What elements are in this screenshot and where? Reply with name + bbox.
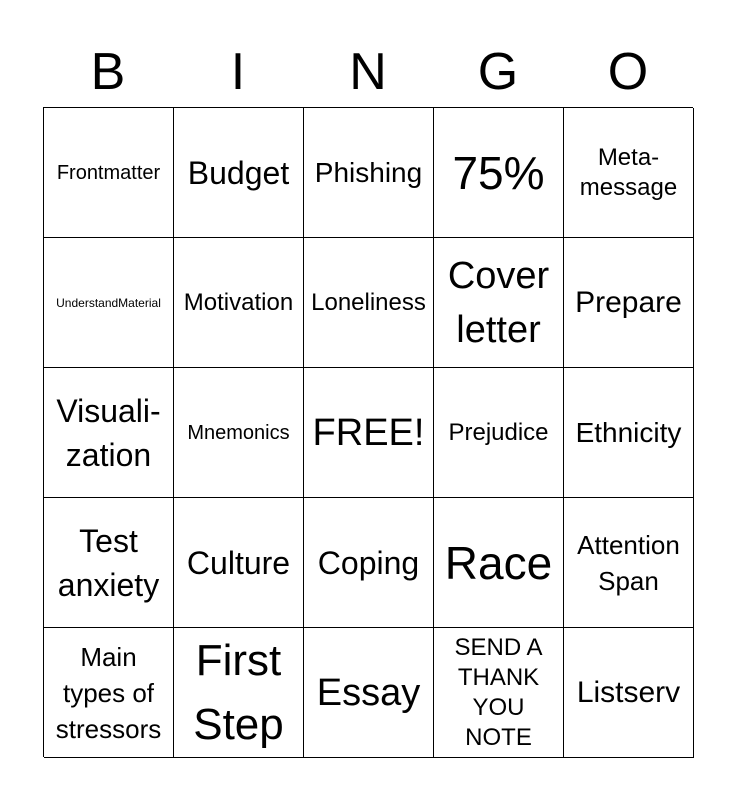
bingo-cell[interactable]: [434, 108, 564, 238]
header-letter-o: O: [607, 43, 649, 101]
bingo-cell-label: Mnemonics: [187, 421, 290, 444]
bingo-cell-label: Attention Span: [577, 529, 680, 596]
bingo-cell[interactable]: [44, 498, 174, 628]
bingo-cell[interactable]: [564, 238, 694, 368]
bingo-cell-label: Coping: [317, 544, 420, 581]
bingo-cell-label: Meta- message: [579, 143, 678, 201]
bingo-cell-label: Test anxiety: [57, 522, 160, 603]
bingo-cell-label: Visuali- zation: [56, 392, 161, 473]
header-letter-b: B: [90, 43, 126, 101]
bingo-cell[interactable]: [44, 108, 174, 238]
bingo-cell-label: First Step: [193, 635, 284, 749]
bingo-cell-label: Race: [444, 536, 553, 589]
header-letter-g: G: [477, 43, 519, 101]
bingo-cell-label: Cover letter: [447, 254, 550, 351]
bingo-cell-label: Essay: [316, 671, 421, 714]
bingo-cell[interactable]: [434, 238, 564, 368]
bingo-cell-label: Prejudice: [448, 418, 549, 446]
bingo-cell[interactable]: [174, 498, 304, 628]
bingo-cell-label: Listserv: [576, 675, 681, 709]
bingo-cell[interactable]: [174, 628, 304, 758]
bingo-cell-label: Loneliness: [311, 288, 426, 316]
bingo-header: [43, 42, 693, 102]
bingo-card-grid: [43, 107, 693, 757]
bingo-cell[interactable]: [564, 108, 694, 238]
free-space-label: FREE!: [312, 411, 425, 454]
bingo-cell[interactable]: [564, 628, 694, 758]
bingo-cell[interactable]: [44, 238, 174, 368]
bingo-cell-label: Culture: [186, 544, 291, 581]
bingo-cell[interactable]: [304, 498, 434, 628]
header-letter-n: N: [349, 43, 387, 101]
free-space-cell[interactable]: [304, 368, 434, 498]
bingo-cell-label: Frontmatter: [56, 161, 161, 184]
bingo-cell-label: 75%: [452, 146, 545, 199]
bingo-cell[interactable]: [564, 498, 694, 628]
bingo-cell[interactable]: [174, 108, 304, 238]
bingo-cell[interactable]: [304, 238, 434, 368]
bingo-cell[interactable]: [174, 368, 304, 498]
bingo-cell[interactable]: [174, 238, 304, 368]
bingo-cell[interactable]: [44, 628, 174, 758]
bingo-cell-label: Main types of stressors: [55, 641, 162, 744]
bingo-cell[interactable]: [304, 108, 434, 238]
bingo-cell[interactable]: [564, 368, 694, 498]
bingo-cell-label: Phishing: [314, 156, 423, 188]
bingo-cell-label: Ethnicity: [575, 416, 682, 448]
bingo-cell[interactable]: [434, 498, 564, 628]
bingo-cell[interactable]: [44, 368, 174, 498]
header-letter-i: I: [230, 43, 246, 101]
bingo-cell[interactable]: [434, 368, 564, 498]
bingo-cell-label: Prepare: [575, 285, 682, 319]
bingo-cell-label: UnderstandMaterial: [56, 295, 161, 310]
bingo-cell[interactable]: [434, 628, 564, 758]
bingo-cell-label: Motivation: [183, 288, 294, 316]
bingo-cell-label: SEND A THANK YOU NOTE: [454, 633, 543, 751]
bingo-cell[interactable]: [304, 628, 434, 758]
bingo-cell-label: Budget: [187, 154, 290, 191]
